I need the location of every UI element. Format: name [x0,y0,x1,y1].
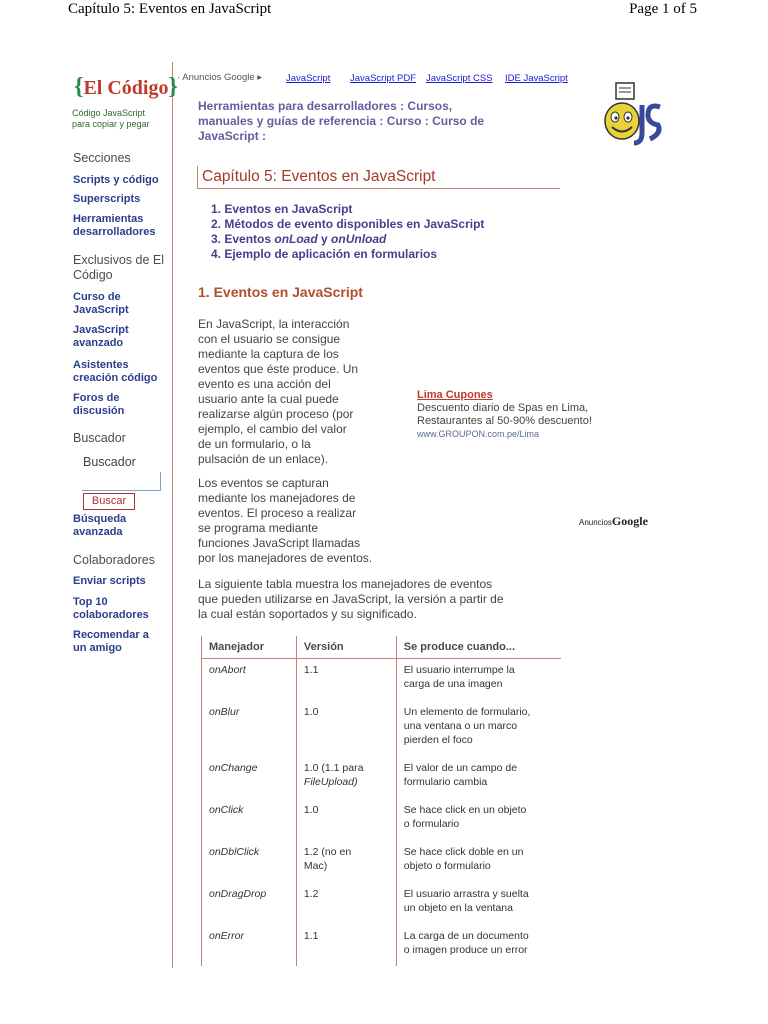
handler-name: onDragDrop [202,883,297,925]
link-line: Curso de [73,291,121,303]
version-line: 1.1 [303,929,319,942]
text-line: usuario ante la cual puede [198,392,339,406]
table-row [202,799,562,841]
handler-description [396,925,561,966]
table-row [202,883,562,925]
breadcrumb-line: JavaScript : [198,129,267,143]
pdf-page-number: Page 1 of 5 [629,1,697,17]
heading-line: Código [73,268,113,282]
logo-tagline-line2: para copiar y pegar [72,119,150,129]
search-field-label: Buscador [83,455,136,469]
chapter-title: Capítulo 5: Eventos en JavaScript [202,168,436,185]
table-row [202,757,562,799]
logo-tagline [72,108,150,130]
toc-item-2[interactable]: 2. Métodos de evento disponibles en JavaScript [211,217,485,231]
toc-item-4[interactable]: 4. Ejemplo de aplicación en formularios [211,247,438,261]
text-line: En JavaScript, la interacción [198,317,350,331]
table-row [202,659,562,701]
text-line: mediante la captura de los [198,347,339,361]
sidebar-link-top10[interactable] [73,596,149,622]
pdf-document-title: Capítulo 5: Eventos en JavaScript [68,1,272,17]
version-line: 1.2 [303,887,319,900]
sidebar-link-curso[interactable] [73,291,129,317]
sidebar-link-herramientas[interactable] [73,213,156,239]
handler-version [296,883,396,925]
desc-line: Se hace click en un objeto [403,803,527,816]
column-header-descripcion: Se produce cuando... [396,636,561,659]
ads-label-small: Anuncios [579,518,612,527]
desc-line: Se hace click doble en un [403,845,524,858]
handler-description [396,701,561,757]
link-line: creación código [73,372,158,384]
handler-name: onChange [202,757,297,799]
table-header-row [202,636,562,659]
sidebar-link-recomendar[interactable] [73,629,149,655]
web-page [70,62,698,968]
toc-item-3[interactable] [211,232,484,247]
handler-description [396,799,561,841]
text-line: evento es una acción del [198,377,331,391]
ad-link-javascript-pdf[interactable]: JavaScript PDF [350,73,416,84]
link-line: JavaScript [73,304,129,316]
paragraph-2 [198,476,372,566]
text-line: eventos que éste produce. Un [198,362,359,376]
ad-block [417,389,592,441]
desc-line: El valor de un campo de [403,761,518,774]
ad-description-line2: Restaurantes al 50-90% descuento! [417,415,592,427]
handler-name: onDblClick [202,841,297,883]
breadcrumb[interactable] [198,99,558,144]
ads-label-brand: Google [611,514,648,528]
handler-description [396,883,561,925]
handler-description [396,659,561,701]
table-row [202,841,562,883]
logo-text: El Código [83,77,169,99]
desc-line: El usuario arrastra y suelta [403,887,529,900]
table-row [202,701,562,757]
link-line: Top 10 [73,596,108,608]
paragraph-3 [198,577,504,622]
search-input[interactable] [82,472,161,491]
table-of-contents [211,202,484,262]
breadcrumb-line: manuales y guías de referencia : Curso : Curso de [198,114,485,128]
section-title: 1. Eventos en JavaScript [198,284,363,300]
toc3-onunload: onUnload [331,232,387,246]
paragraph-1 [198,317,358,467]
link-line: Recomendar a [73,629,149,641]
text-line: eventos. El proceso a realizar [198,506,357,520]
text-line: por los manejadores de eventos. [198,551,373,565]
search-button[interactable]: Buscar [83,493,135,510]
desc-line: objeto o formulario [403,859,491,872]
sidebar [70,62,178,968]
ad-link-javascript-css[interactable]: JavaScript CSS [426,73,493,84]
js-mascot-icon [600,81,664,151]
sidebar-heading-colaboradores: Colaboradores [73,553,155,567]
text-line: pulsación de un enlace). [198,452,329,466]
version-line: 1.0 [303,705,319,718]
link-line: discusión [73,405,125,417]
logo-brace-close: } [168,74,178,100]
desc-line: o imagen produce un error [403,943,528,956]
text-line: de un formulario, o la [198,437,311,451]
link-line: avanzada [73,526,123,538]
text-line: Los eventos se capturan [198,476,329,490]
link-line: Búsqueda [73,513,127,525]
column-header-manejador: Manejador [202,636,297,659]
version-line: FileUpload) [303,775,358,788]
logo-tagline-line1: Código JavaScript [72,108,146,118]
handler-description [396,841,561,883]
desc-line: pierden el foco [403,733,473,746]
sidebar-heading-secciones: Secciones [73,151,131,165]
table-row [202,925,562,966]
ads-label: · Anuncios Google ▸ [177,72,263,83]
handler-name: onBlur [202,701,297,757]
link-line: JavaScript [73,324,129,336]
ads-label-text: Anuncios Google [182,72,255,83]
sidebar-heading-buscador: Buscador [73,431,126,445]
link-line: un amigo [73,642,122,654]
handler-name: onClick [202,799,297,841]
sidebar-link-avanzado[interactable] [73,324,129,350]
handler-name: onError [202,925,297,966]
version-line: 1.0 (1.1 para [303,761,364,774]
version-line: 1.0 [303,803,319,816]
site-logo[interactable] [74,74,178,101]
sidebar-link-enviar[interactable]: Enviar scripts [73,575,146,587]
toc3-onload: onLoad [274,232,318,246]
ad-link-javascript[interactable]: JavaScript [286,73,331,84]
sidebar-link-foros[interactable] [73,392,124,418]
desc-line: un objeto en la ventana [403,901,513,914]
text-line: se programa mediante [198,521,319,535]
desc-line: formulario cambia [403,775,488,788]
ads-by-google-label[interactable] [579,514,648,529]
desc-line: Un elemento de formulario, [403,705,531,718]
handler-version [296,841,396,883]
handler-version [296,659,396,701]
chapter-title-box [197,166,560,189]
handler-description [396,757,561,799]
sidebar-link-busqueda-avanzada[interactable] [73,513,126,539]
handler-version [296,701,396,757]
toc3-text: y [317,232,332,246]
toc-item-1[interactable]: 1. Eventos en JavaScript [211,202,353,216]
desc-line: una ventana o un marco [403,719,518,732]
handler-version [296,799,396,841]
text-line: La siguiente tabla muestra los manejadores de eventos [198,577,493,591]
desc-line: La carga de un documento [403,929,529,942]
ad-description-line1: Descuento diario de Spas en Lima, [417,402,589,414]
handler-name: onAbort [202,659,297,701]
handler-version [296,757,396,799]
link-line: desarrolladores [73,226,156,238]
toc3-text: 3. Eventos [211,232,275,246]
link-line: Asistentes [73,359,129,371]
sidebar-heading-exclusivos [73,253,164,283]
column-header-version: Versión [296,636,396,659]
sidebar-link-superscripts[interactable]: Superscripts [73,193,141,205]
event-handlers-table [201,636,561,966]
sidebar-link-scripts[interactable]: Scripts y código [73,174,159,186]
text-line: la cual están soportados y su significado. [198,607,417,621]
link-line: avanzado [73,337,124,349]
text-line: que pueden utilizarse en JavaScript, la versión a partir de [198,592,504,606]
breadcrumb-line: Herramientas para desarrolladores : Cursos, [198,99,453,113]
ad-link-ide-javascript[interactable]: IDE JavaScript [505,73,568,84]
version-line: 1.1 [303,664,319,676]
text-line: ejemplo, el cambio del valor [198,422,347,436]
link-line: Herramientas [73,213,144,225]
ad-title-link[interactable]: Lima Cupones [417,389,493,401]
ad-url[interactable]: www.GROUPON.com.pe/Lima [417,429,540,439]
version-line: 1.2 (no en [303,845,352,858]
desc-line: carga de una imagen [403,678,503,690]
link-line: Foros de [73,392,120,404]
desc-line: El usuario interrumpe la [403,664,515,676]
text-line: funciones JavaScript llamadas [198,536,361,550]
desc-line: o formulario [403,817,460,830]
link-line: colaboradores [73,609,149,621]
text-line: con el usuario se consigue [198,332,341,346]
handler-version [296,925,396,966]
heading-line: Exclusivos de El [73,253,165,267]
logo-brace-open: { [74,74,84,100]
text-line: realizarse algún proceso (por [198,407,354,421]
text-line: mediante los manejadores de [198,491,356,505]
version-line: Mac) [303,859,328,872]
pdf-header [0,0,768,24]
sidebar-link-asistentes[interactable] [73,359,157,385]
